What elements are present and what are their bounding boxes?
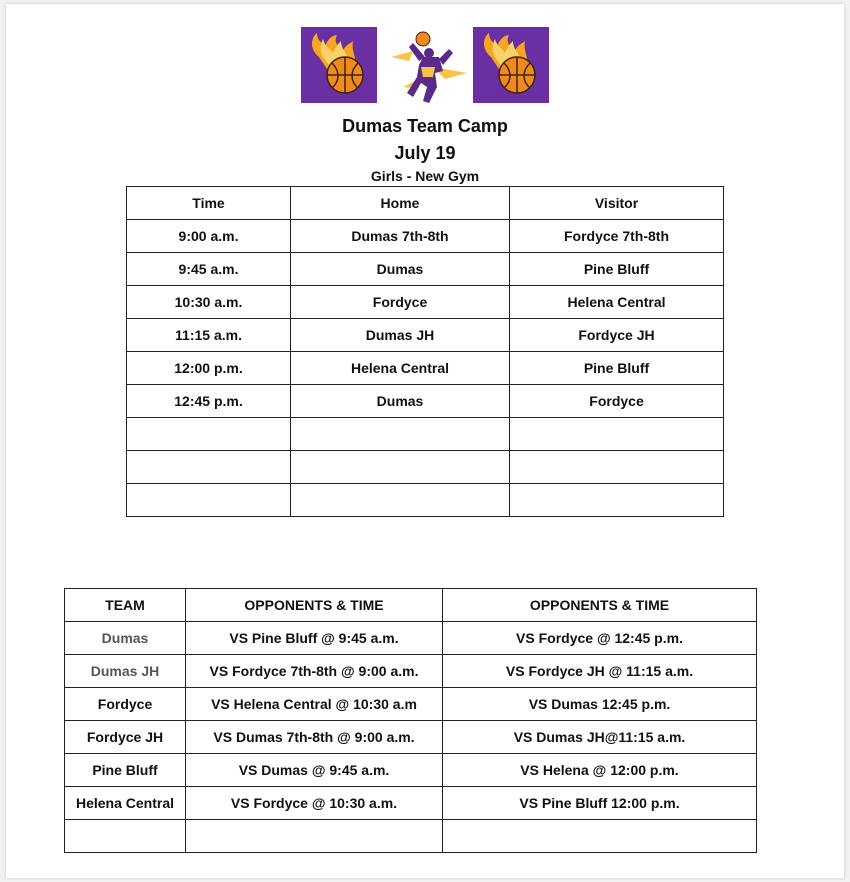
opponent-cell: [443, 820, 757, 853]
time-cell: 9:45 a.m.: [127, 253, 291, 286]
schedule-table: [126, 186, 724, 517]
table-row: [127, 253, 724, 286]
table-header-row: [65, 589, 757, 622]
opponent-cell: [186, 820, 443, 853]
opponent-cell: VS Fordyce 7th-8th @ 9:00 a.m.: [186, 655, 443, 688]
visitor-cell: Fordyce 7th-8th: [510, 220, 724, 253]
team-cell: [65, 820, 186, 853]
document-page: [6, 4, 844, 878]
opponent-cell: VS Helena @ 12:00 p.m.: [443, 754, 757, 787]
table-row-empty: [127, 484, 724, 517]
visitor-cell: [510, 484, 724, 517]
column-header: Time: [127, 187, 291, 220]
time-cell: 9:00 a.m.: [127, 220, 291, 253]
visitor-cell: [510, 451, 724, 484]
time-cell: 10:30 a.m.: [127, 286, 291, 319]
event-date: July 19: [394, 143, 456, 163]
table-row: [127, 319, 724, 352]
flaming-basketball-icon: [301, 27, 377, 103]
opponent-cell: VS Fordyce @ 12:45 p.m.: [443, 622, 757, 655]
table-row: [127, 220, 724, 253]
time-cell: [127, 451, 291, 484]
team-cell: Helena Central: [65, 787, 186, 820]
opponent-cell: VS Helena Central @ 10:30 a.m: [186, 688, 443, 721]
flaming-basketball-icon: [473, 27, 549, 103]
visitor-cell: [510, 418, 724, 451]
home-cell: Helena Central: [291, 352, 510, 385]
team-cell: Fordyce: [65, 688, 186, 721]
team-cell: Pine Bluff: [65, 754, 186, 787]
home-cell: [291, 418, 510, 451]
opponent-cell: VS Dumas 7th-8th @ 9:00 a.m.: [186, 721, 443, 754]
table-row: [127, 352, 724, 385]
column-header: OPPONENTS & TIME: [186, 589, 443, 622]
opponent-cell: VS Fordyce @ 10:30 a.m.: [186, 787, 443, 820]
event-subtitle: Girls - New Gym: [370, 168, 480, 184]
table-row: [127, 385, 724, 418]
column-header: Visitor: [510, 187, 724, 220]
team-opponents-table: [64, 588, 757, 853]
home-cell: Dumas: [291, 253, 510, 286]
visitor-cell: Helena Central: [510, 286, 724, 319]
table-row: [65, 688, 757, 721]
opponent-cell: VS Dumas 12:45 p.m.: [443, 688, 757, 721]
column-header: Home: [291, 187, 510, 220]
home-cell: [291, 451, 510, 484]
table-row-empty: [127, 451, 724, 484]
time-cell: [127, 484, 291, 517]
home-cell: Fordyce: [291, 286, 510, 319]
table-row: [127, 286, 724, 319]
table-row-empty: [127, 418, 724, 451]
home-cell: [291, 484, 510, 517]
table-row: [65, 787, 757, 820]
home-cell: Dumas: [291, 385, 510, 418]
column-header: OPPONENTS & TIME: [443, 589, 757, 622]
time-cell: 11:15 a.m.: [127, 319, 291, 352]
table-header-row: [127, 187, 724, 220]
opponent-cell: VS Dumas @ 9:45 a.m.: [186, 754, 443, 787]
team-cell: Dumas: [65, 622, 186, 655]
home-cell: Dumas JH: [291, 319, 510, 352]
time-cell: 12:00 p.m.: [127, 352, 291, 385]
opponent-cell: VS Fordyce JH @ 11:15 a.m.: [443, 655, 757, 688]
page-title: Dumas Team Camp: [342, 116, 508, 136]
visitor-cell: Fordyce: [510, 385, 724, 418]
opponent-cell: VS Dumas JH@11:15 a.m.: [443, 721, 757, 754]
table-row: [65, 655, 757, 688]
time-cell: 12:45 p.m.: [127, 385, 291, 418]
table-row: [65, 721, 757, 754]
home-cell: Dumas 7th-8th: [291, 220, 510, 253]
opponent-cell: VS Pine Bluff @ 9:45 a.m.: [186, 622, 443, 655]
visitor-cell: Pine Bluff: [510, 253, 724, 286]
team-cell: Dumas JH: [65, 655, 186, 688]
column-header: TEAM: [65, 589, 186, 622]
basketball-player-icon: [383, 27, 469, 107]
team-cell: Fordyce JH: [65, 721, 186, 754]
table-row: [65, 622, 757, 655]
visitor-cell: Pine Bluff: [510, 352, 724, 385]
table-row-empty: [65, 820, 757, 853]
visitor-cell: Fordyce JH: [510, 319, 724, 352]
table-row: [65, 754, 757, 787]
time-cell: [127, 418, 291, 451]
opponent-cell: VS Pine Bluff 12:00 p.m.: [443, 787, 757, 820]
